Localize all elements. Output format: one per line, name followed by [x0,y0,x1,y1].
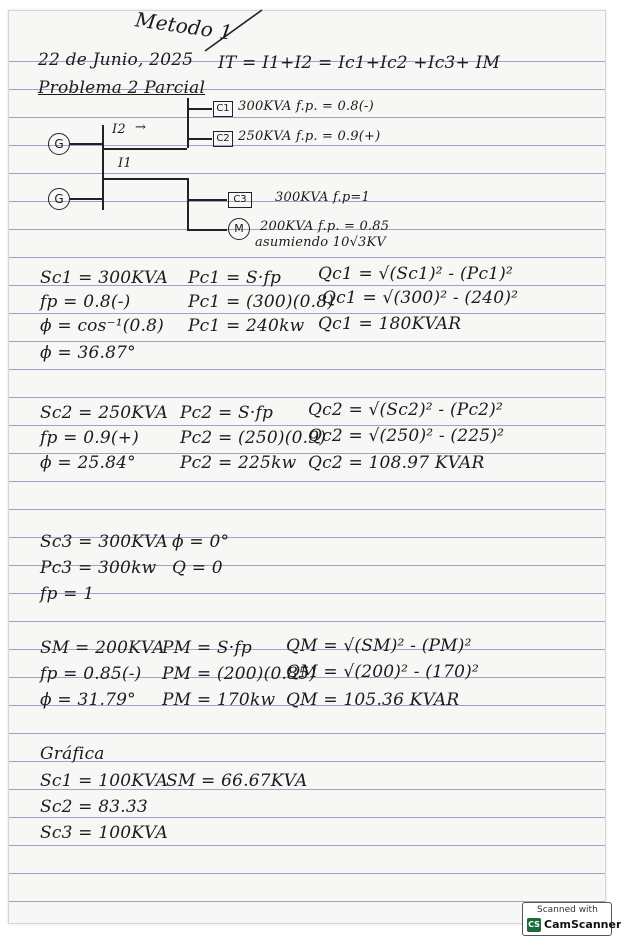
c3-angle: ϕ = 0° [172,532,230,552]
ruled-line [9,901,605,902]
ruled-line [9,173,605,174]
camscanner-watermark [522,902,621,936]
ruled-line [9,481,605,482]
m-power-formula: PM = S·fp [162,638,252,658]
m-power-factor: fp = 0.85(-) [40,664,142,684]
c2-power-factor: fp = 0.9(+) [40,428,139,448]
m-apparent-power: SM = 200KVA [40,638,165,658]
date-text: 22 de Junio, 2025 [38,50,194,70]
ruled-line [9,397,605,398]
ruled-line [9,117,605,118]
ruled-line [9,369,605,370]
wire [70,143,102,145]
graph-sc3: Sc3 = 100KVA [40,823,168,843]
load-c1-spec: 300KVA f.p. = 0.8(-) [238,99,374,114]
arrow-icon: → [135,120,147,135]
c1-power-substitution: Pc1 = (300)(0.8) [188,292,335,312]
load-c3-spec: 300KVA f.p=1 [275,190,370,205]
c1-reactive-substitution: Qc1 = √(300)² - (240)² [322,288,519,308]
wire [187,108,212,110]
graph-sc2: Sc2 = 83.33 [40,797,148,817]
c2-power-formula: Pc2 = S·fp [180,403,274,423]
c1-reactive-formula: Qc1 = √(Sc1)² - (Pc1)² [318,264,514,284]
current-i2-label: I2 [112,122,126,137]
load-c2-box: C2 [213,131,233,147]
c1-power-factor: fp = 0.8(-) [40,292,131,312]
wire [102,148,187,150]
ruled-line [9,509,605,510]
generator-2-symbol: G [48,188,70,210]
load-c1-box: C1 [213,101,233,117]
m-real-power-result: PM = 170kw [162,690,276,710]
load-c2-spec: 250KVA f.p. = 0.9(+) [238,129,381,144]
c2-reactive-substitution: Qc2 = √(250)² - (225)² [308,426,505,446]
c1-real-power-result: Pc1 = 240kw [188,316,305,336]
c2-angle-result: ϕ = 25.84° [40,453,136,473]
graph-title: Gráfica [40,744,105,764]
ruled-line [9,313,605,314]
c1-apparent-power: Sc1 = 300KVA [40,268,168,288]
c2-reactive-formula: Qc2 = √(Sc2)² - (Pc2)² [308,400,504,420]
watermark-brand: CamScanner [544,918,621,931]
c1-power-formula: Pc1 = S·fp [188,268,282,288]
method-title: Metodo 1 [133,7,235,45]
graph-sc1: Sc1 = 100KVA [40,771,168,791]
graph-sm: SM = 66.67KVA [166,771,308,791]
camscanner-logo-icon: CS [527,918,541,932]
m-reactive-formula: QM = √(SM)² - (PM)² [286,636,472,656]
c3-power-factor: fp = 1 [40,584,95,604]
c3-reactive-power: Q = 0 [172,558,223,578]
wire [187,138,212,140]
current-i1-label: I1 [118,156,132,171]
wire-bus-bottom [187,178,189,230]
watermark-line1: Scanned with [537,905,598,915]
motor-spec: 200KVA f.p. = 0.85 [260,219,390,234]
current-formula: IT = I1+I2 = Ic1+Ic2 +Ic3+ IM [218,53,501,73]
title-slash-mark [200,6,270,56]
ruled-line [9,257,605,258]
wire [187,199,227,201]
ruled-line [9,341,605,342]
m-power-substitution: PM = (200)(0.85) [162,664,316,684]
wire [70,198,102,200]
c2-reactive-result: Qc2 = 108.97 KVAR [308,453,485,473]
ruled-line [9,425,605,426]
ruled-line [9,145,605,146]
ruled-line [9,621,605,622]
c1-angle-result: ϕ = 36.87° [40,343,136,363]
generator-1-symbol: G [48,133,70,155]
c2-real-power-result: Pc2 = 225kw [180,453,297,473]
voltage-assumption: asumiendo 10√3KV [255,235,387,250]
ruled-line [9,733,605,734]
load-c3-box: C3 [228,192,252,208]
wire [102,178,187,180]
c2-power-substitution: Pc2 = (250)(0.9) [180,428,327,448]
m-angle-result: ϕ = 31.79° [40,690,136,710]
ruled-line [9,873,605,874]
m-reactive-result: QM = 105.36 KVAR [286,690,460,710]
c3-apparent-power: Sc3 = 300KVA [40,532,168,552]
ruled-line [9,593,605,594]
ruled-line [9,845,605,846]
problem-title: Problema 2 Parcial [38,78,206,98]
wire-bus-left [102,125,104,210]
m-reactive-substitution: QM = √(200)² - (170)² [286,662,480,682]
c1-reactive-result: Qc1 = 180KVAR [318,314,462,334]
c1-angle-formula: ϕ = cos⁻¹(0.8) [40,316,165,336]
c3-real-power: Pc3 = 300kw [40,558,157,578]
ruled-line [9,817,605,818]
wire [187,229,227,231]
c2-apparent-power: Sc2 = 250KVA [40,403,168,423]
motor-symbol: M [228,218,250,240]
wire-bus-top [187,98,189,148]
